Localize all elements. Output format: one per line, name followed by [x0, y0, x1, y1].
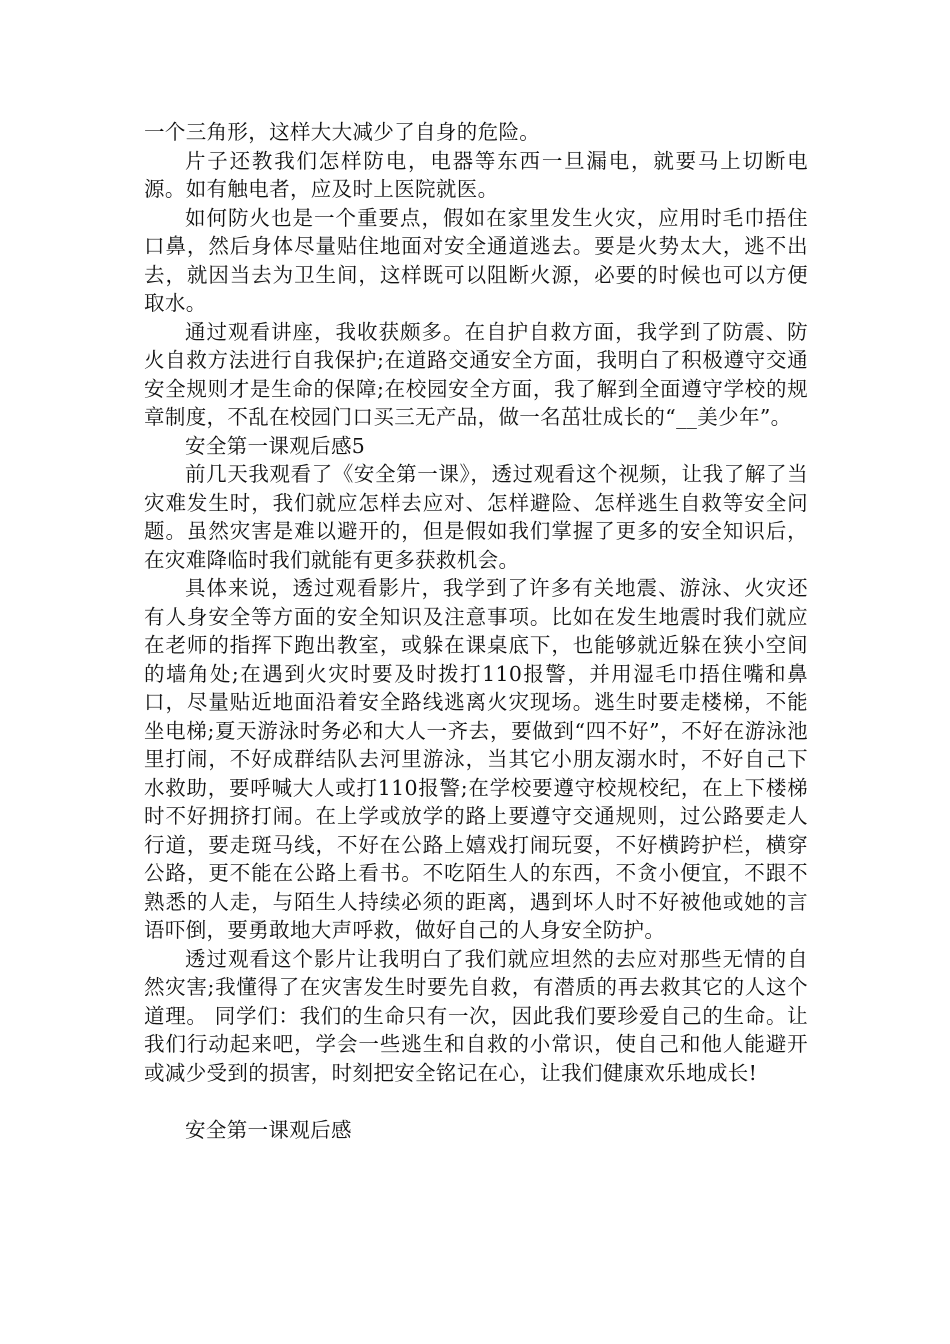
blank-line [144, 1087, 808, 1116]
paragraph-5: 前几天我观看了《安全第一课》，透过观看这个视频，让我了解了当灾难发生时，我们就应怎样去应对、怎样避险、怎样逃生自救等安全问题。虽然灾害是难以避开的，但是假如我们掌握了更多的安全知识后，在灾难降临时我们就能有更多获救机会。 [144, 462, 808, 572]
paragraph-4: 通过观看讲座，我收获颇多。在自护自救方面，我学到了防震、防火自救方法进行自我保护;在道路交通安全方面，我明白了积极遵守交通安全规则才是生命的保障;在校园安全方面，我了解到全面遵守学校的规章制度，不乱在校园门口买三无产品，做一名茁壮成长的“__美少年”。 [144, 319, 808, 429]
paragraph-7: 透过观看这个影片让我明白了我们就应坦然的去应对那些无情的自然灾害;我懂得了在灾害发生时要先自救，有潜质的再去救其它的人这个道理。 同学们：我们的生命只有一次，因此我们要珍爱自己的生命。让我们行动起来吧，学会一些逃生和自救的小常识，使自己和他人能避开或减少受到的损害，时刻把安全铭记在心，让我们健康欢乐地成长! [144, 946, 808, 1085]
paragraph-6: 具体来说，透过观看影片，我学到了许多有关地震、游泳、火灾还有人身安全等方面的安全知识及注意事项。比如在发生地震时我们就应在老师的指挥下跑出教室，或躲在课桌底下，也能够就近躲在狭小空间的墙角处;在遇到火灾时要及时拨打110报警，并用湿毛巾捂住嘴和鼻口，尽量贴近地面沿着安全路线逃离火灾现场。逃生时要走楼梯，不能坐电梯;夏天游泳时务必和大人一齐去，要做到“四不好”，不好在游泳池里打闹，不好成群结队去河里游泳，当其它小朋友溺水时，不好自己下水救助，要呼喊大人或打110报警;在学校要遵守校规校纪，在上下楼梯时不好拥挤打闹。在上学或放学的路上要遵守交通规则，过公路要走人行道，要走斑马线，不好在公路上嬉戏打闹玩耍，不好横跨护栏，横穿公路，更不能在公路上看书。不吃陌生人的东西，不贪小便宜，不跟不熟悉的人走，与陌生人持续必须的距离，遇到坏人时不好被他或她的言语吓倒，要勇敢地大声呼救，做好自己的人身安全防护。 [144, 576, 808, 942]
section-heading: 安全第一课观后感 [185, 1117, 352, 1142]
paragraph-1: 一个三角形，这样大大减少了自身的危险。 [144, 120, 541, 144]
paragraph-3: 如何防火也是一个重要点，假如在家里发生火灾，应用时毛巾捂住口鼻，然后身体尽量贴住地面对安全通道逃去。要是火势太大，逃不出去，就因当去为卫生间，这样既可以阻断火源，必要的时候也可以方便取水。 [144, 205, 808, 315]
section-heading-5: 安全第一课观后感5 [185, 433, 366, 458]
paragraph-2: 片子还教我们怎样防电，电器等东西一旦漏电，就要马上切断电源。如有触电者，应及时上医院就医。 [144, 148, 808, 201]
document-page [144, 118, 808, 1144]
